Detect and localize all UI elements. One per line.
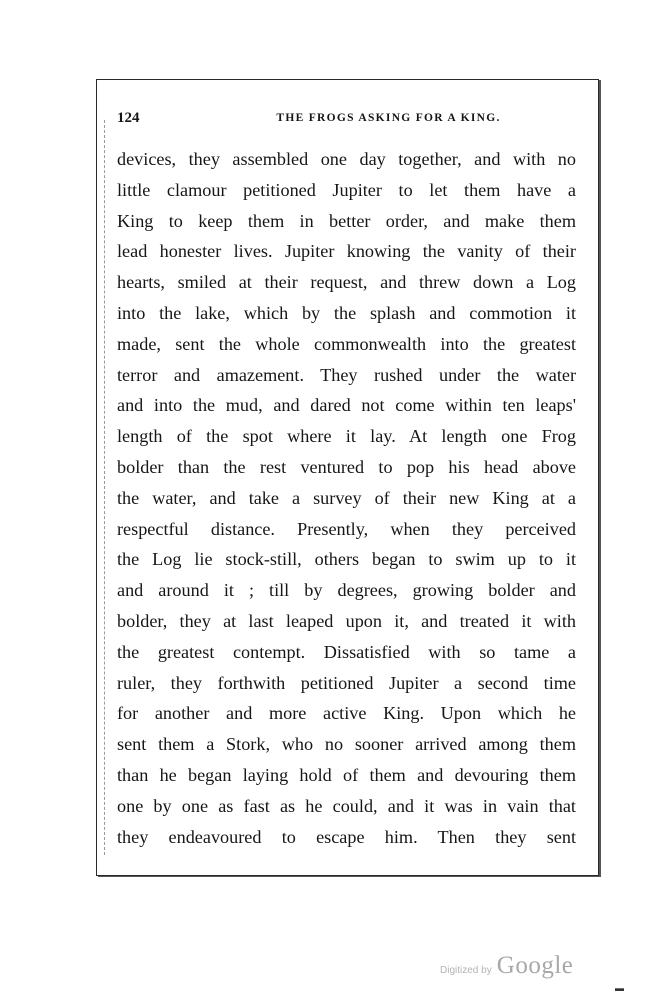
text-line: sent them a Stork, who no sooner arrived among them [117,734,576,755]
text-line: hearts, smiled at their request, and threw down a Log [117,272,576,293]
page-header [117,110,580,130]
google-logo: Google [496,952,574,979]
text-line: they endeavoured to escape him. Then they sent [117,826,576,847]
left-margin-rule [104,120,105,855]
text-line: terror and amazement. They rushed under the water [117,364,576,385]
corner-mark: ▬ [615,983,624,993]
text-line: lead honester lives. Jupiter knowing the vanity of their [117,241,576,262]
text-line: bolder than the rest ventured to pop his head above [117,456,576,477]
body-text [117,144,576,852]
text-line: length of the spot where it lay. At length one Frog [117,426,576,447]
text-line: into the lake, which by the splash and commotion it [117,302,576,323]
text-line: bolder, they at last leaped upon it, and treated it with [117,610,576,631]
text-line: than he began laying hold of them and devouring them [117,764,576,785]
text-line: the Log lie stock-still, others began to swim up to it [117,549,576,570]
text-line: and into the mud, and dared not come within ten leaps' [117,395,576,416]
page-number: 124 [117,110,140,126]
text-line: the greatest contempt. Dissatisfied with so tame a [117,641,576,662]
text-line: one by one as fast as he could, and it was in vain that [117,795,576,816]
text-line: devices, they assembled one day together, and with no [117,149,576,169]
google-watermark [440,952,600,982]
digitized-by-text: Digitized by [440,965,492,976]
running-head: THE FROGS ASKING FOR A KING. [276,112,501,124]
text-line: ruler, they forthwith petitioned Jupiter a second time [117,672,576,693]
text-line: little clamour petitioned Jupiter to let them have a [117,179,576,200]
text-line: made, sent the whole commonwealth into the greatest [117,333,576,354]
text-line: for another and more active King. Upon which he [117,703,576,724]
text-line: the water, and take a survey of their new King at a [117,487,576,508]
page-frame [96,79,599,876]
text-line: King to keep them in better order, and make them [117,210,576,231]
text-line: and around it ; till by degrees, growing bolder and [117,580,576,601]
text-line: respectful distance. Presently, when they perceived [117,518,576,539]
